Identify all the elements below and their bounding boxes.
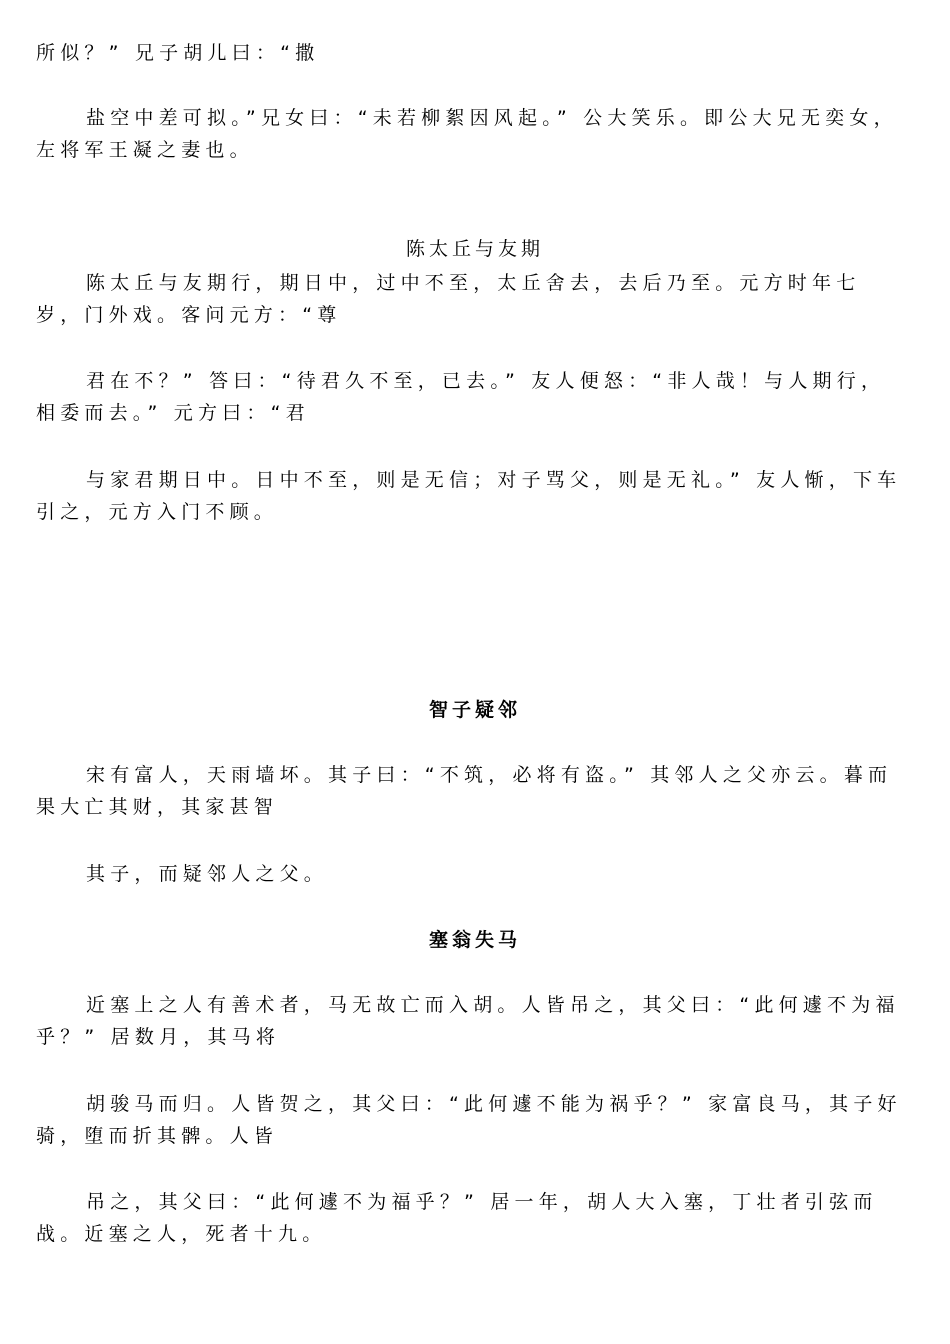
paragraph-saiweng-shima-1: 近塞上之人有善术者，马无故亡而入胡。人皆吊之，其父曰：“此何遽不为福乎？” 居数月，其马将 bbox=[36, 994, 900, 1048]
section-title-chen-taiqiu: 陈太丘与友期 bbox=[405, 238, 544, 260]
paragraph-saiweng-shima-2: 胡骏马而归。人皆贺之，其父曰：“此何遽不能为祸乎？” 家富良马，其子好骑，堕而折其髀。人皆 bbox=[36, 1093, 902, 1147]
paragraph-chen-taiqiu-1: 陈太丘与友期行，期日中，过中不至，太丘舍去，去后乃至。元方时年七岁，门外戏。客问元方：“尊 bbox=[36, 272, 861, 326]
paragraph-continuation-1: 所似？” 兄子胡儿曰：“撒 bbox=[36, 42, 320, 64]
paragraph-saiweng-shima-3: 吊之，其父曰：“此何遽不为福乎？” 居一年，胡人大入塞，丁壮者引弦而战。近塞之人，死者十九。 bbox=[36, 1191, 878, 1245]
section-title-saiweng-shima: 塞翁失马 bbox=[428, 929, 521, 951]
paragraph-zhizi-yilin-1: 宋有富人，天雨墙坏。其子曰：“不筑，必将有盗。” 其邻人之父亦云。暮而果大亡其财，其家甚智 bbox=[36, 764, 893, 818]
paragraph-zhizi-yilin-2: 其子，而疑邻人之父。 bbox=[86, 863, 329, 885]
section-title-zhizi-yilin: 智子疑邻 bbox=[428, 699, 521, 721]
paragraph-chen-taiqiu-2: 君在不？” 答曰：“待君久不至，已去。” 友人便怒：“非人哉！与人期行，相委而去。” 元方曰：“君 bbox=[36, 370, 886, 424]
paragraph-continuation-2: 盐空中差可拟。”兄女曰：“未若柳絮因风起。” 公大笑乐。即公大兄无奕女，左将军王凝之妻也。 bbox=[36, 107, 898, 161]
paragraph-chen-taiqiu-3: 与家君期日中。日中不至，则是无信；对子骂父，则是无礼。” 友人惭，下车引之，元方入门不顾。 bbox=[36, 469, 902, 523]
